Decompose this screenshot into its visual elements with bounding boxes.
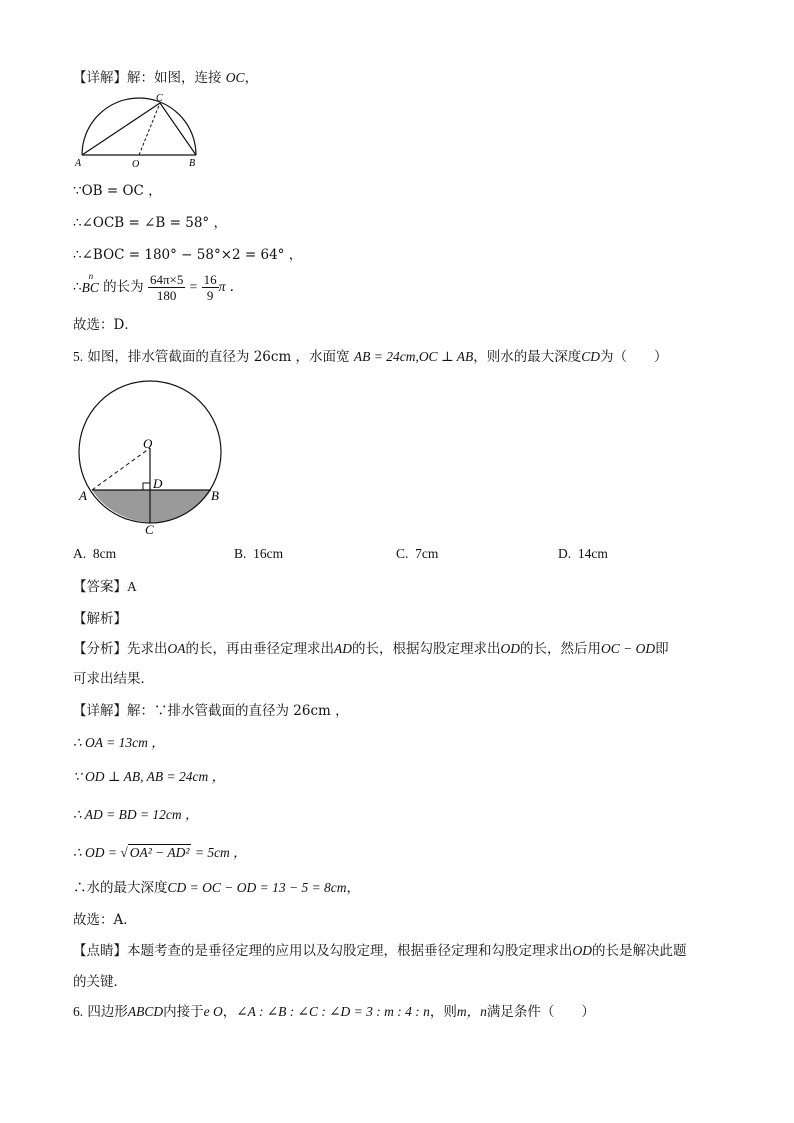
question-6-t1: 四边形 bbox=[87, 1004, 128, 1020]
equals-sign: = bbox=[189, 279, 198, 294]
detail-text: 解：如图，连接 bbox=[127, 70, 222, 86]
dianjing-od: OD bbox=[572, 943, 592, 958]
step-cd-pre: ∴水的最大深度 bbox=[73, 880, 168, 896]
option-b bbox=[234, 546, 283, 562]
label-c: C bbox=[156, 93, 163, 104]
option-d-letter: D. bbox=[558, 546, 572, 561]
option-a-value: 8cm bbox=[92, 546, 117, 561]
option-c bbox=[396, 546, 438, 562]
semicircle-figure bbox=[72, 92, 202, 172]
fenxi-t2: 的长，再由垂径定理求出 bbox=[185, 641, 334, 657]
punct: ， bbox=[244, 70, 259, 86]
question-tail: ，则水的最大深度 bbox=[473, 349, 582, 365]
arc-length-text: 的长为 bbox=[103, 279, 144, 295]
label-a2: A bbox=[79, 488, 87, 503]
step-ob-oc: ∵OB = OC ， bbox=[73, 183, 162, 199]
dianjing-t2: 的长是解决此题 bbox=[592, 943, 687, 959]
fraction-2-num: 16 bbox=[203, 272, 217, 287]
question-5 bbox=[73, 347, 668, 367]
chord-ac bbox=[82, 103, 160, 155]
question-6-ratio: ∠A : ∠B : ∠C : ∠D = 3 : m : 4 : n bbox=[236, 1004, 430, 1019]
segment-oc: OC bbox=[225, 70, 245, 85]
fenxi-od: OD bbox=[500, 641, 520, 656]
step-angle-ocb: ∴∠OCB = ∠B = 58° ， bbox=[73, 215, 227, 231]
option-b-letter: B. bbox=[234, 546, 247, 561]
label-o: O bbox=[132, 159, 140, 170]
dianjing-t1: 本题考查的是垂径定理的应用以及勾股定理，根据垂径定理和勾股定理求出 bbox=[127, 943, 573, 959]
choose-d: 故选：D． bbox=[73, 317, 138, 333]
fenxi-t1: 先求出 bbox=[127, 641, 168, 657]
question-6-t4: ，则 bbox=[429, 1004, 457, 1020]
label-d: D bbox=[153, 476, 163, 491]
sqrt-pre: ∴ OD = bbox=[73, 845, 117, 860]
analysis-tag: 【解析】 bbox=[73, 611, 127, 627]
dianjing-line-1 bbox=[73, 941, 687, 961]
label-a: A bbox=[75, 158, 82, 169]
pi-symbol: π bbox=[218, 279, 226, 294]
question-6 bbox=[73, 1002, 595, 1022]
dianjing-line-2: 的关键． bbox=[73, 974, 127, 990]
xiangjie-line bbox=[73, 701, 349, 721]
xiangjie-text: 解：∵排水管截面的直径为 26cm ， bbox=[127, 703, 349, 719]
fenxi-t3: 的长，根据勾股定理求出 bbox=[352, 641, 501, 657]
step-cd-end: ， bbox=[346, 880, 361, 896]
fraction-2 bbox=[202, 272, 219, 303]
question-6-t3: ， bbox=[222, 1004, 237, 1020]
step-oa: ∴ OA = 13cm ， bbox=[73, 735, 165, 750]
semicircle-arc bbox=[82, 98, 196, 155]
question-end: 为（ ） bbox=[600, 349, 668, 365]
question-6-circle: e O bbox=[203, 1004, 223, 1019]
sqrt-post: = 5cm ， bbox=[194, 845, 247, 860]
option-c-letter: C. bbox=[396, 546, 409, 561]
detail-line-1 bbox=[73, 68, 258, 88]
chord-cb bbox=[160, 103, 196, 155]
fraction-1 bbox=[148, 272, 185, 303]
answer-line bbox=[73, 577, 137, 597]
fraction-2-den: 9 bbox=[206, 288, 214, 303]
therefore-symbol: ∴ bbox=[73, 279, 82, 295]
water-segment bbox=[92, 490, 211, 522]
arc-mark: n bbox=[88, 270, 94, 281]
sqrt-radicand: OA² − AD² bbox=[129, 845, 190, 860]
pipe-cross-section-figure bbox=[70, 375, 240, 545]
fenxi-line-2: 可求出结果． bbox=[73, 671, 154, 687]
option-a-letter: A. bbox=[73, 546, 87, 561]
label-b: B bbox=[189, 158, 196, 169]
fraction-1-num: 64π×5 bbox=[149, 272, 184, 287]
fenxi-oa: OA bbox=[167, 641, 186, 656]
answer-value: A bbox=[127, 579, 137, 594]
fenxi-tag: 【分析】 bbox=[73, 641, 127, 657]
step-od-sqrt bbox=[73, 843, 247, 863]
fenxi-t5: 即 bbox=[655, 641, 669, 657]
step-cd-expr: CD = OC − OD = 13 − 5 = 8cm bbox=[167, 880, 347, 895]
radius-oc-dashed bbox=[139, 103, 160, 155]
detail-tag: 【详解】 bbox=[73, 70, 127, 86]
question-6-mn: m，n bbox=[456, 1004, 487, 1019]
period: . bbox=[229, 279, 234, 295]
sqrt-symbol: √ bbox=[120, 845, 128, 860]
step-angle-boc: ∴∠BOC = 180° − 58°×2 = 64° ， bbox=[73, 247, 303, 263]
dianjing-tag: 【点睛】 bbox=[73, 943, 127, 959]
label-b2: B bbox=[211, 488, 219, 503]
radius-oa-dashed bbox=[92, 448, 150, 490]
xiangjie-tag: 【详解】 bbox=[73, 703, 127, 719]
question-text: 如图，排水管截面的直径为 26cm ，水面宽 bbox=[87, 349, 350, 365]
question-6-t2: 内接于 bbox=[163, 1004, 204, 1020]
label-o2: O bbox=[143, 436, 153, 451]
answer-tag: 【答案】 bbox=[73, 579, 127, 595]
question-6-t5: 满足条件（ ） bbox=[486, 1004, 595, 1020]
option-a bbox=[73, 546, 116, 562]
step-ad-bd: ∴ AD = BD = 12cm ， bbox=[73, 807, 199, 822]
right-angle-mark bbox=[143, 483, 150, 490]
fenxi-t4: 的长，然后用 bbox=[520, 641, 601, 657]
option-b-value: 16cm bbox=[253, 546, 284, 561]
question-number: 5. bbox=[73, 349, 84, 364]
option-d-value: 14cm bbox=[577, 546, 608, 561]
question-6-number: 6. bbox=[73, 1004, 84, 1019]
fraction-1-den: 180 bbox=[156, 288, 177, 303]
question-6-abcd: ABCD bbox=[127, 1004, 164, 1019]
step-od-perp: ∵ OD ⊥ AB, AB = 24cm ， bbox=[73, 769, 226, 784]
step-arc-length bbox=[73, 272, 234, 303]
label-c2: C bbox=[145, 522, 154, 537]
arc-bc bbox=[81, 270, 99, 303]
fenxi-line-1 bbox=[73, 639, 669, 659]
fenxi-ad: AD bbox=[334, 641, 352, 656]
question-math: AB = 24cm,OC ⊥ AB bbox=[353, 349, 474, 364]
step-cd bbox=[73, 878, 360, 898]
option-d bbox=[558, 546, 608, 562]
arc-label: BC bbox=[81, 279, 99, 295]
choose-a: 故选：A． bbox=[73, 912, 137, 928]
segment-cd: CD bbox=[581, 349, 601, 364]
fenxi-expr: OC − OD bbox=[601, 641, 656, 656]
option-c-value: 7cm bbox=[415, 546, 439, 561]
